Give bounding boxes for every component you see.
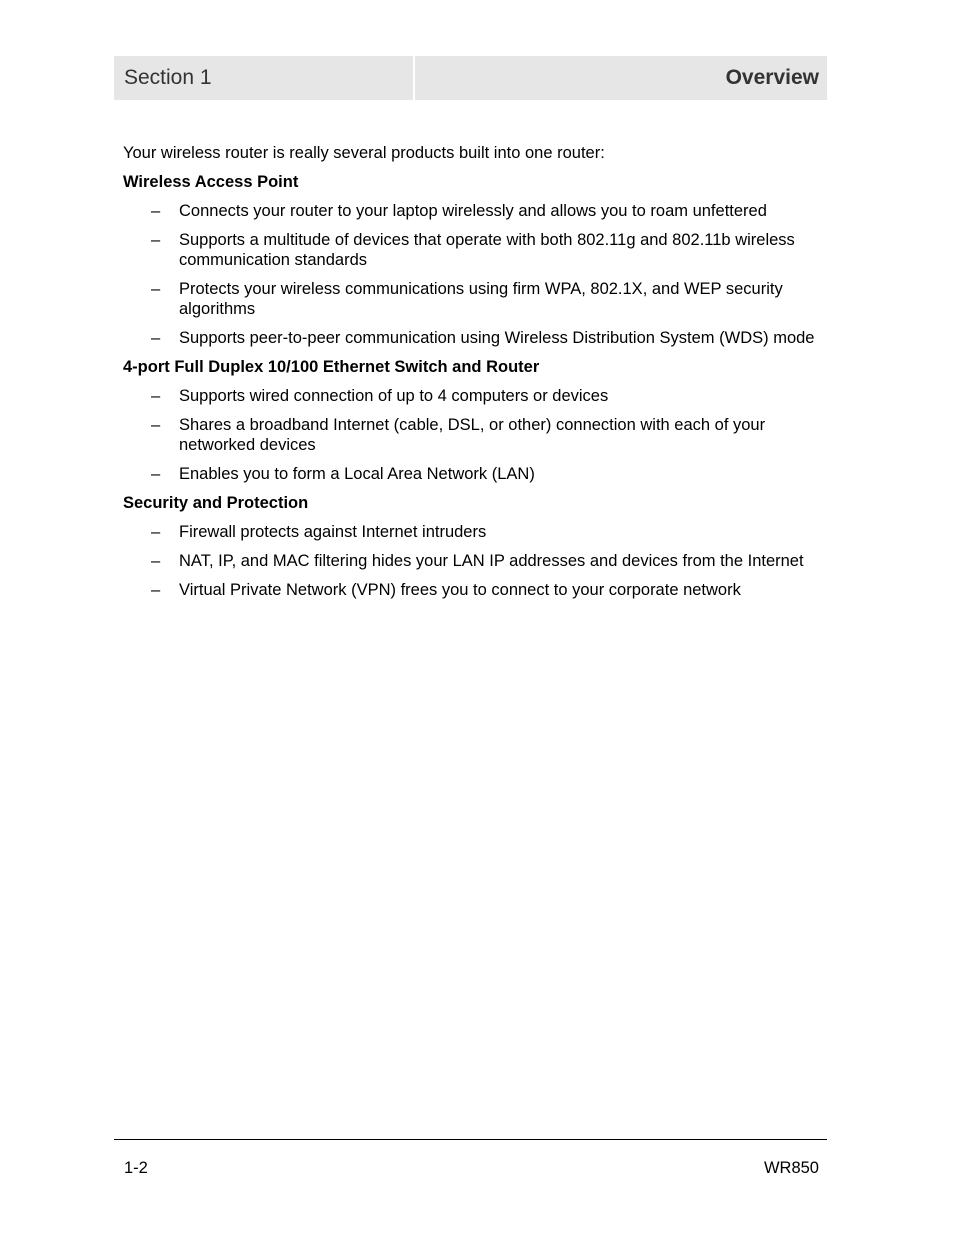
feature-list [123, 386, 823, 484]
feature-section [123, 357, 823, 484]
bullet-dash: – [151, 231, 161, 249]
list-item-text: Shares a broadband Internet (cable, DSL, or other) connection with each of your networked devices [179, 416, 766, 454]
list-item-text: Supports a multitude of devices that operate with both 802.11g and 802.11b wireless communication standards [179, 231, 795, 269]
bullet-dash: – [151, 202, 161, 220]
list-item [123, 551, 823, 571]
feature-list [123, 201, 823, 348]
list-item [123, 230, 823, 270]
bullet-dash: – [151, 523, 161, 541]
list-item-text: Protects your wireless communications using firm WPA, 802.1X, and WEP security algorithms [179, 280, 783, 318]
intro-text: Your wireless router is really several products built into one router: [123, 144, 605, 162]
page-content [123, 143, 823, 609]
bullet-dash: – [151, 387, 161, 405]
list-item [123, 464, 823, 484]
model-name: WR850 [763, 1159, 819, 1177]
page-header [114, 56, 827, 100]
bullet-dash: – [151, 552, 161, 570]
footer-divider [114, 1139, 827, 1140]
list-item-text: Virtual Private Network (VPN) frees you to connect to your corporate network [179, 581, 741, 599]
bullet-dash: – [151, 416, 161, 434]
section-heading: Wireless Access Point [123, 173, 299, 191]
section-heading: 4-port Full Duplex 10/100 Ethernet Switch and Router [123, 358, 540, 376]
section-title: Overview [415, 56, 827, 100]
feature-section [123, 172, 823, 348]
list-item-text: Firewall protects against Internet intruders [179, 523, 487, 541]
section-heading: Security and Protection [123, 494, 309, 512]
bullet-dash: – [151, 581, 161, 599]
bullet-dash: – [151, 329, 161, 347]
list-item-text: Supports peer-to-peer communication using Wireless Distribution System (WDS) mode [179, 329, 815, 347]
feature-list [123, 522, 823, 600]
list-item [123, 580, 823, 600]
feature-section [123, 493, 823, 600]
list-item-text: Connects your router to your laptop wirelessly and allows you to roam unfettered [179, 202, 767, 220]
list-item [123, 415, 823, 455]
section-label: Section 1 [114, 56, 413, 100]
list-item [123, 386, 823, 406]
list-item-text: Supports wired connection of up to 4 computers or devices [179, 387, 609, 405]
bullet-dash: – [151, 465, 161, 483]
page-number: 1-2 [124, 1159, 148, 1177]
list-item [123, 279, 823, 319]
list-item [123, 522, 823, 542]
list-item [123, 201, 823, 221]
list-item-text: NAT, IP, and MAC filtering hides your LAN IP addresses and devices from the Internet [179, 552, 804, 570]
bullet-dash: – [151, 280, 161, 298]
list-item [123, 328, 823, 348]
list-item-text: Enables you to form a Local Area Network (LAN) [179, 465, 535, 483]
